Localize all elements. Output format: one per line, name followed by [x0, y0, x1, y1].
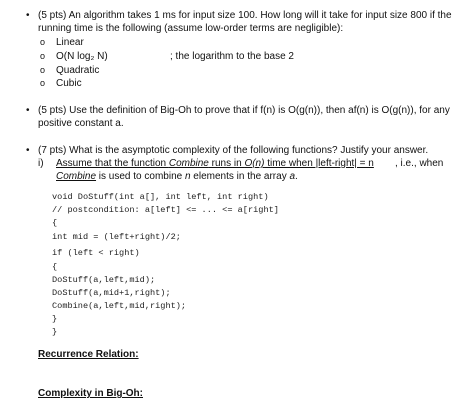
q1-option-nlogn: O(N log₂ N): [56, 51, 108, 62]
q3-bullet: •: [26, 145, 30, 156]
q1-line-2: running time is the following (assume low-order terms are negligible):: [38, 23, 344, 34]
q3-sub-line-1: Assume that the function Combine runs in O(n) time when |left-right| = n: [56, 158, 374, 169]
code-line-10: }: [52, 314, 58, 324]
code-line-2: // postcondition: a[left] <= ... <= a[right]: [52, 205, 279, 215]
q2-line-1: (5 pts) Use the definition of Big-Oh to prove that if f(n) is O(g(n)), then af(n) is O(g(n)), for any: [38, 105, 450, 116]
code-line-11: }: [52, 327, 58, 337]
q1-line-1: (5 pts) An algorithm takes 1 ms for input size 100. How long will it take for input size 800 if the: [38, 10, 452, 21]
q1-option-cubic: Cubic: [56, 78, 82, 89]
code-line-8: DoStuff(a,mid+1,right);: [52, 288, 171, 298]
q2-bullet: •: [26, 105, 30, 116]
code-line-5: if (left < right): [52, 248, 140, 258]
code-line-4: int mid = (left+right)/2;: [52, 232, 181, 242]
q1-option-nlogn-note: ; the logarithm to the base 2: [170, 51, 294, 62]
code-line-7: DoStuff(a,left,mid);: [52, 275, 156, 285]
q1-option-4-marker: o: [40, 78, 46, 88]
code-line-3: {: [52, 218, 58, 228]
q3-sub-line-2: Combine is used to combine n elements in the array a.: [56, 171, 298, 182]
q1-option-2-marker: o: [40, 51, 46, 61]
q1-bullet: •: [26, 10, 30, 21]
q3-line-1: (7 pts) What is the asymptotic complexity of the following functions? Justify your answer.: [38, 145, 429, 156]
q1-option-quadratic: Quadratic: [56, 65, 100, 76]
q1-option-linear: Linear: [56, 37, 84, 48]
code-line-1: void DoStuff(int a[], int left, int right): [52, 192, 269, 202]
q3-sub-marker: i): [38, 158, 44, 169]
q2-line-2: positive constant a.: [38, 118, 124, 129]
code-line-6: {: [52, 262, 58, 272]
q3-sub-line-1-end: , i.e., when: [395, 158, 444, 169]
q1-option-1-marker: o: [40, 37, 46, 47]
code-line-9: Combine(a,left,mid,right);: [52, 301, 187, 311]
recurrence-relation-label: Recurrence Relation:: [38, 349, 139, 360]
complexity-label: Complexity in Big-Oh:: [38, 388, 143, 399]
q1-option-3-marker: o: [40, 65, 46, 75]
